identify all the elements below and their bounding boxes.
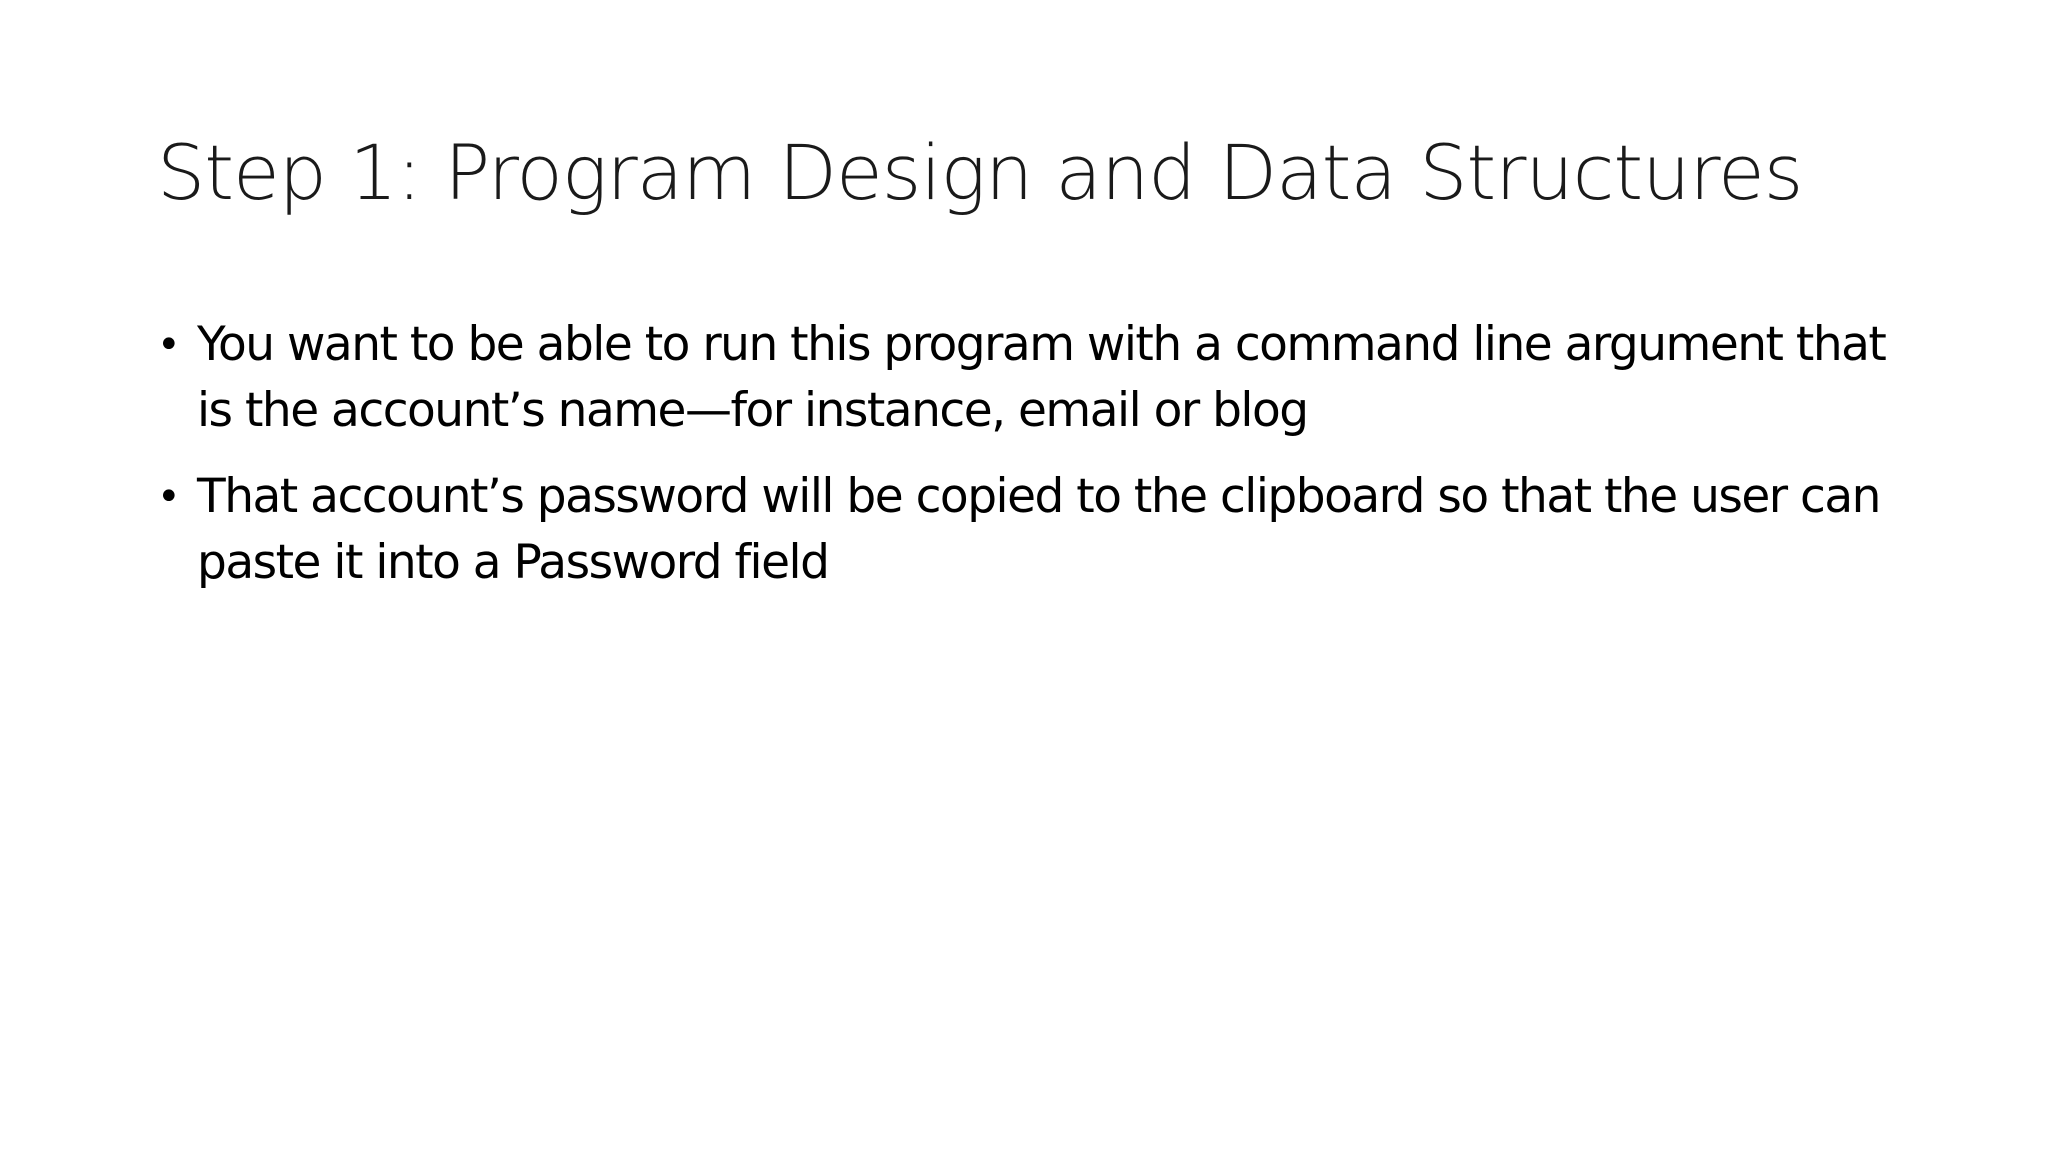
list-item — [157, 312, 1917, 444]
slide-title: Step 1: Program Design and Data Structures — [157, 128, 1803, 217]
bullet-marker: • — [157, 474, 180, 520]
bullet-text: That account’s password will be copied to the clipboard so that the user can paste it into a Password field — [197, 469, 1880, 590]
bullet-text: You want to be able to run this program with a command line argument that is the account’s name—for instance, email or blog — [197, 317, 1886, 438]
bullet-list — [157, 312, 1917, 616]
bullet-marker: • — [157, 322, 180, 368]
list-item — [157, 464, 1917, 596]
